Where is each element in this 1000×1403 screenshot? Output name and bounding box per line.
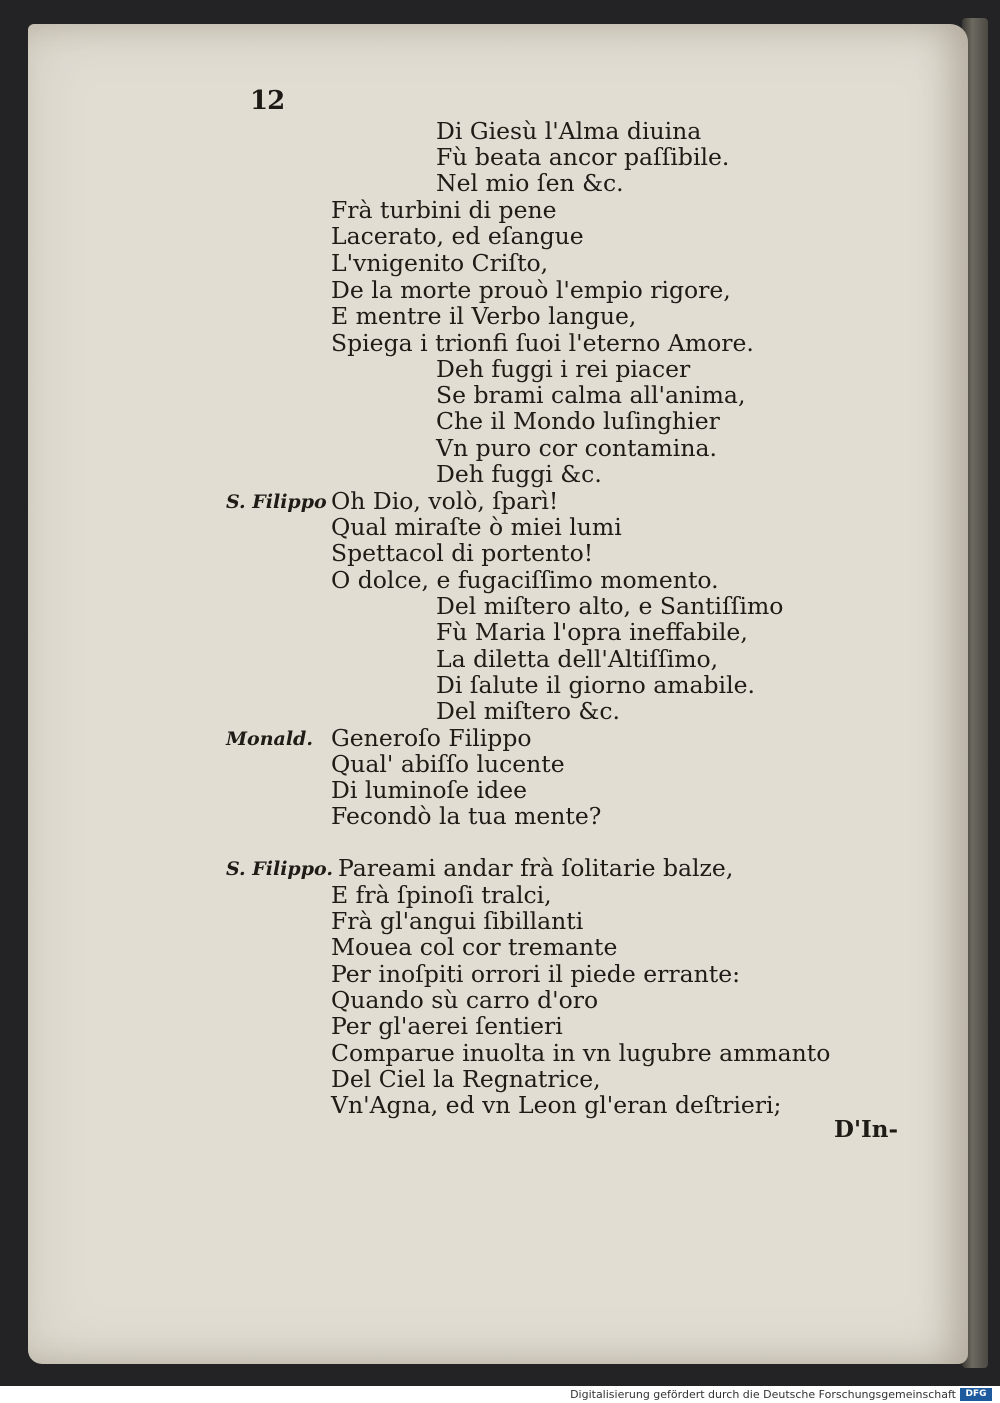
verse-line: Nel mio ſen &c. <box>436 169 624 197</box>
verse-line: Fù Maria l'opra ineffabile, <box>436 618 748 646</box>
speaker-label: S. Filippo <box>226 491 327 513</box>
verse-line: Di Giesù l'Alma diuina <box>436 117 702 145</box>
verse-line: Del miſtero alto, e Santiſſimo <box>436 592 784 620</box>
verse-line: Mouea col cor tremante <box>331 933 618 961</box>
verse-line: O dolce, e fugaciſſimo momento. <box>331 566 719 594</box>
verse-line: Vn'Agna, ed vn Leon gl'eran deſtrieri; <box>331 1091 782 1119</box>
verse-line: Di ſalute il giorno amabile. <box>436 671 755 699</box>
verse-line: Quando sù carro d'oro <box>331 986 599 1014</box>
speaker-label: S. Filippo. <box>226 858 333 880</box>
verse-line: Comparue inuolta in vn lugubre ammanto <box>331 1039 831 1067</box>
verse-line: Pareami andar frà ſolitarie balze, <box>338 854 734 882</box>
verse-line: Del Ciel la Regnatrice, <box>331 1065 601 1093</box>
verse-line: Deh fuggi i rei piacer <box>436 355 691 383</box>
verse-line: De la morte prouò l'empio rigore, <box>331 276 731 304</box>
verse-line: Spiega i trionfi ſuoi l'eterno Amore. <box>331 329 754 357</box>
verse-line: Vn puro cor contamina. <box>436 434 717 462</box>
verse-line: Frà turbini di pene <box>331 196 557 224</box>
verse-line: Qual miraſte ò miei lumi <box>331 513 622 541</box>
verse-line: Per gl'aerei ſentieri <box>331 1012 563 1040</box>
verse-line: La diletta dell'Altiſſimo, <box>436 645 719 673</box>
verse-line: Spettacol di portento! <box>331 539 594 567</box>
verse-line: E frà ſpinoſi tralci, <box>331 881 552 909</box>
speaker-label: Monald. <box>226 728 313 750</box>
funding-notice: Digitalisierung gefördert durch die Deutsche Forschungsgemeinschaft <box>570 1388 956 1401</box>
verse-line: Fecondò la tua mente? <box>331 802 602 830</box>
page-number: 12 <box>250 86 285 116</box>
verse-line: Del miſtero &c. <box>436 697 620 725</box>
dfg-logo: DFG <box>960 1388 992 1401</box>
catchword: D'In- <box>834 1116 899 1143</box>
verse-line: Fù beata ancor paſſibile. <box>436 143 730 171</box>
verse-line: Che il Mondo luſinghier <box>436 407 720 435</box>
verse-line: Frà gl'angui ſibillanti <box>331 907 584 935</box>
verse-line: L'vnigenito Criſto, <box>331 249 549 277</box>
verse-line: E mentre il Verbo langue, <box>331 302 637 330</box>
verse-line: Per inoſpiti orrori il piede errante: <box>331 960 741 988</box>
verse-line: Lacerato, ed eſangue <box>331 222 584 250</box>
verse-line: Oh Dio, volò, ſparì! <box>331 487 559 515</box>
verse-line: Deh fuggi &c. <box>436 460 602 488</box>
verse-line: Di luminoſe idee <box>331 776 528 804</box>
verse-line: Se brami calma all'anima, <box>436 381 746 409</box>
footer-bar <box>0 1386 1000 1403</box>
verse-line: Qual' abiſſo lucente <box>331 750 565 778</box>
verse-line: Generoſo Filippo <box>331 724 532 752</box>
